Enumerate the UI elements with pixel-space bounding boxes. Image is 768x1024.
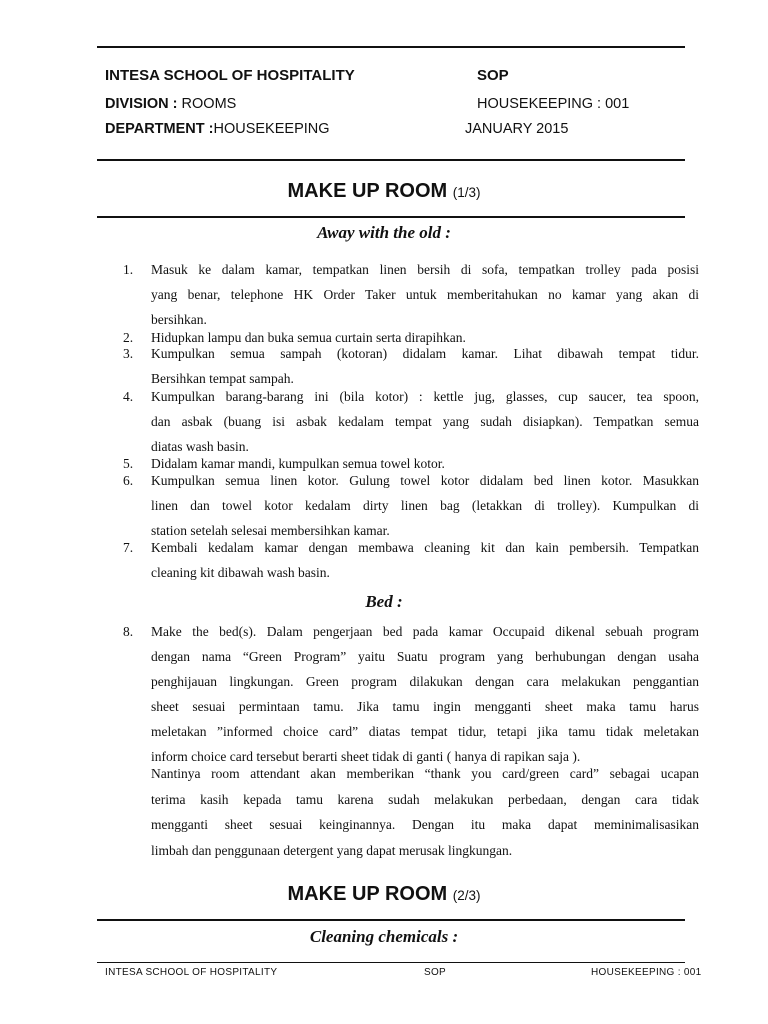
list-item-line: Masuk ke dalam kamar, tempatkan linen bersih di sofa, tempatkan trolley pada posisi	[151, 262, 699, 277]
list-item-line: yang benar, telephone HK Order Taker untuk memberitahukan no kamar yang akan di	[151, 287, 699, 302]
list-item-line: Kumpulkan semua sampah (kotoran) didalam kamar. Lihat dibawah tempat tidur.	[151, 346, 699, 361]
item-8-paragraph-line: Nantinya room attendant akan memberikan “thank you card/green card” sebagai ucapan	[151, 766, 699, 781]
list-item-line: Kumpulkan barang-barang ini (bila kotor) : kettle jug, glasses, cup saucer, tea spoon,	[151, 389, 699, 404]
list-item-line: Kumpulkan semua linen kotor. Gulung towel kotor didalam bed linen kotor. Masukkan	[151, 473, 699, 488]
section-title-1	[0, 180, 768, 203]
section-title-2-page: (2/3)	[452, 888, 481, 903]
list-item-line: diatas wash basin.	[151, 439, 249, 454]
item-8-line: penghijauan lingkungan. Green program dilakukan dengan cara melakukan penggantian	[151, 674, 699, 689]
division-label: DIVISION :	[105, 96, 178, 112]
list-item-number: 7.	[123, 540, 134, 555]
list-item-line: Didalam kamar mandi, kumpulkan semua towel kotor.	[151, 456, 445, 471]
section-title-1-text: MAKE UP ROOM	[287, 180, 448, 202]
list-item-number: 1.	[123, 262, 134, 277]
section-title-2	[0, 883, 768, 906]
list-item-number: 6.	[123, 473, 134, 488]
list-item-line: dan asbak (buang isi asbak kedalam tempat yang sudah disiapkan). Tempatkan semua	[151, 414, 699, 429]
sop-label: SOP	[477, 67, 509, 84]
item-8-number: 8.	[123, 624, 134, 639]
department-value: HOUSEKEEPING	[213, 121, 330, 137]
list-item-number: 5.	[123, 456, 134, 471]
item-8-line: sheet sesuai permintaan tamu. Jika tamu ingin mengganti sheet maka tamu harus	[151, 699, 699, 714]
list-item-line: Hidupkan lampu dan buka semua curtain serta dirapihkan.	[151, 330, 466, 345]
department-line	[105, 121, 330, 137]
list-item-line: Bersihkan tempat sampah.	[151, 371, 294, 386]
footer-rule	[97, 962, 685, 963]
section-title-1-page: (1/3)	[452, 185, 481, 200]
subheading-chemicals: Cleaning chemicals :	[309, 927, 459, 946]
footer-school: INTESA SCHOOL OF HOSPITALITY	[105, 967, 278, 978]
item-8-line: dengan nama “Green Program” yaitu Suatu program yang berhubungan dengan usaha	[151, 649, 699, 664]
doc-code: HOUSEKEEPING : 001	[477, 96, 630, 112]
header-rule	[97, 159, 685, 161]
list-item-number: 3.	[123, 346, 134, 361]
item-8-line: meletakan ”informed choice card” diatas tempat tidur, tetapi jika tamu tidak meletakan	[151, 724, 699, 739]
top-rule	[97, 46, 685, 48]
doc-date: JANUARY 2015	[465, 121, 569, 137]
list-item-line: Kembali kedalam kamar dengan membawa cleaning kit dan kain pembersih. Tempatkan	[151, 540, 699, 555]
title-rule-2	[97, 919, 685, 921]
list-item-line: bersihkan.	[151, 312, 207, 327]
list-item-number: 2.	[123, 330, 134, 345]
list-item-number: 4.	[123, 389, 134, 404]
list-item-line: station setelah selesai membersihkan kamar.	[151, 523, 390, 538]
item-8-line: inform choice card tersebut berarti sheet tidak di ganti ( hanya di rapikan saja ).	[151, 749, 581, 764]
item-8-paragraph-line: limbah dan penggunaan detergent yang dapat merusak lingkungan.	[151, 843, 513, 858]
division-value: ROOMS	[177, 96, 237, 112]
school-name: INTESA SCHOOL OF HOSPITALITY	[105, 67, 355, 84]
subheading-bed: Bed :	[365, 592, 403, 611]
item-8-paragraph-line: terima kasih kepada tamu karena sudah melakukan perbedaan, dengan cara tidak	[151, 792, 699, 807]
subheading-away: Away with the old :	[317, 223, 451, 242]
footer-sop: SOP	[424, 967, 447, 978]
item-8-line: Make the bed(s). Dalam pengerjaan bed pada kamar Occupaid dikenal sebuah program	[151, 624, 699, 639]
section-title-2-text: MAKE UP ROOM	[287, 883, 448, 905]
footer-code: HOUSEKEEPING : 001	[591, 967, 702, 978]
department-label: DEPARTMENT :	[105, 121, 214, 137]
title-rule-1	[97, 216, 685, 218]
item-8-paragraph-line: mengganti sheet sesuai keinginannya. Dengan itu maka dapat meminimalisasikan	[151, 817, 699, 832]
list-item-line: cleaning kit dibawah wash basin.	[151, 565, 330, 580]
division-line	[105, 96, 236, 112]
list-item-line: linen dan towel kotor kedalam dirty linen bag (letakkan di trolley). Kumpulkan di	[151, 498, 699, 513]
